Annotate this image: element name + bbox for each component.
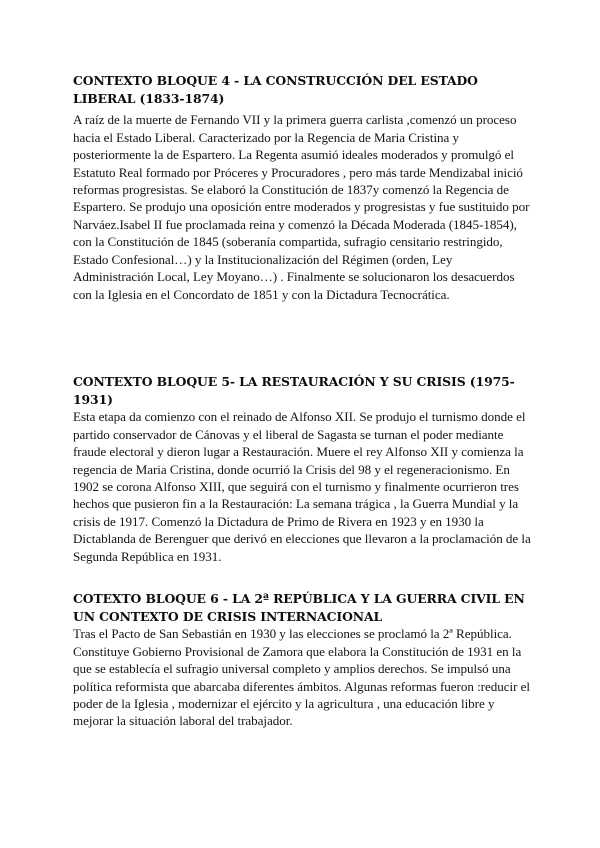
section-body: A raíz de la muerte de Fernando VII y la primera guerra carlista ,comenzó un proceso hacia el Estado Liberal. Caracterizado por la Regencia de Maria Cristina y posteriormente la de Espartero. La Regenta asumió ideales moderados y promulgó el Estatuto Real formado por Próceres y Procuradores , pero más tarde Mendizabal inició reformas progresistas. Se elaboró la Constitución de 1837y comenzó la Regencia de Espartero. Se produjo una oposición entre moderados y progresistas y fue sustituido por Narváez.Isabel II fue proclamada reina y comenzó la Década Moderada (1845-1854), con la Constitución de 1845 (soberanía compartida, sufragio censitario restringido, Estado Confesional…) y la Institucionalización del Régimen (orden, Ley Administración Local, Ley Moyano…) . Finalmente se solucionaron los desacuerdos con la Iglesia en el Concordato de 1851 y con la Dictadura Tecnocrática.	[73, 112, 530, 302]
section-body: Esta etapa da comienzo con el reinado de Alfonso XII. Se produjo el turnismo donde el partido conservador de Cánovas y el liberal de Sagasta se turnan el poder mediante fraude electoral y dieron lugar a Restauración. Muere el rey Alfonso XII y comienza la regencia de Maria Cristina, donde ocurrió la Crisis del 98 y el regeneracionismo. En 1902 se corona Alfonso XIII, que seguirá con el turnismo y finalmente ocurrieron tres hechos que pusieron fin a la Restauración: La semana trágica , la Guerra Mundial y la crisis de 1917. Comenzó la Dictadura de Primo de Rivera en 1923 y en 1930 la Dictablanda de Berenguer que derivó en elecciones que llevaron a la proclamación de la Segunda República en 1931.	[73, 409, 531, 564]
section-heading: CONTEXTO BLOQUE 4 - LA CONSTRUCCIÓN DEL ESTADO LIBERAL (1833-1874)	[73, 73, 478, 106]
section-bloque-5	[73, 373, 533, 565]
section-body: Tras el Pacto de San Sebastián en 1930 y las elecciones se proclamó la 2ª República. Constituye Gobierno Provisional de Zamora que elabora la Constitución de 1931 en la que se establecía el sufragio universal completo y amplios derechos. Se impulsó una política reformista que abarcaba diferentes ámbitos. Algunas reformas fueron :reducir el poder de la Iglesia , modernizar el ejército y la agricultura , una educación libre y mejorar la situación laboral del trabajador.	[73, 626, 530, 729]
section-bloque-4	[73, 72, 533, 303]
section-heading: CONTEXTO BLOQUE 5- LA RESTAURACIÓN Y SU CRISIS (1975-1931)	[73, 374, 515, 407]
section-bloque-6	[73, 590, 533, 730]
section-heading: COTEXTO BLOQUE 6 - LA 2ª REPÚBLICA Y LA GUERRA CIVIL EN UN CONTEXTO DE CRISIS INTERNACIONAL	[73, 591, 525, 624]
